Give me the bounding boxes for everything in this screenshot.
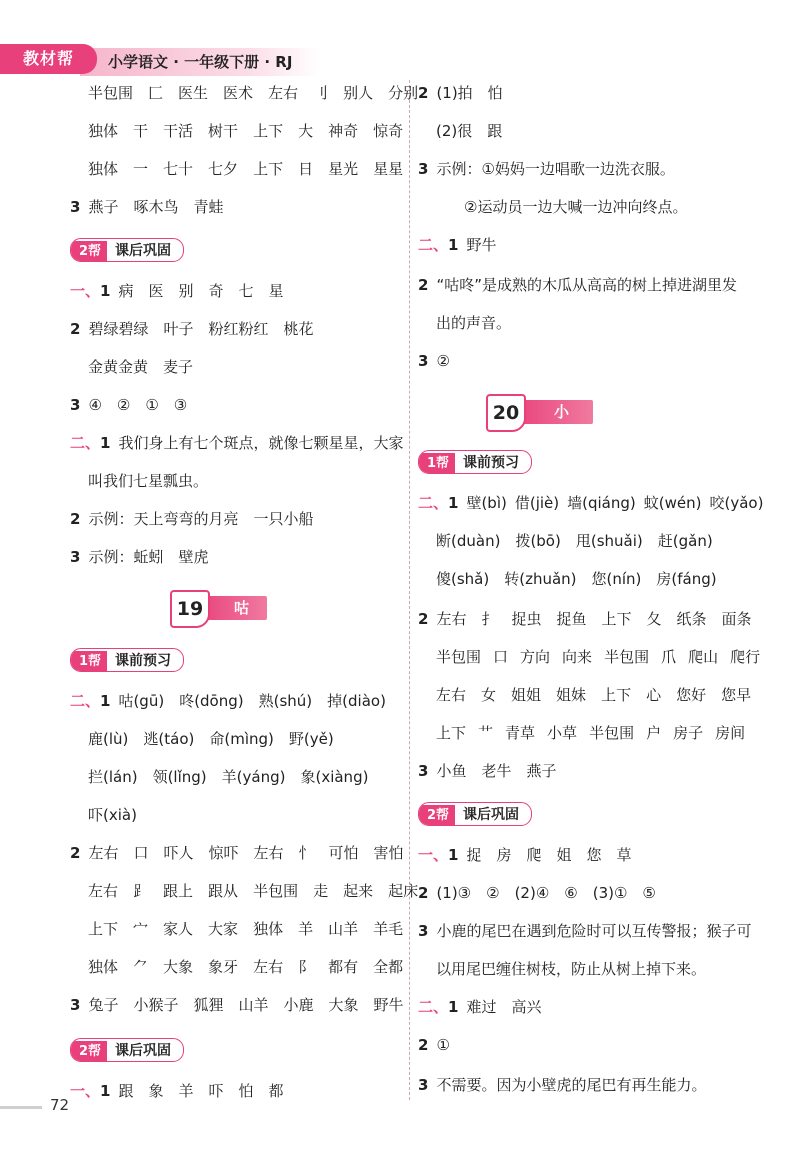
l19-q3: 3 兔子 小猴子 狐狸 山羊 小鹿 大象 野牛 (70, 996, 404, 1014)
header-tab: 教材帮 (0, 44, 97, 74)
column-divider (409, 80, 410, 1100)
section-1-q3: 3 ④ ② ① ③ (70, 396, 188, 414)
lesson-number: 19 (170, 590, 210, 628)
l19-pinyin-line-3: 拦(lán) 领(lǐng) 羊(yáng) 象(xiàng) (88, 768, 369, 786)
l19-q2-line-1: 2 左右 口 吓人 惊吓 左右 忄 可怕 害怕 (70, 844, 404, 862)
footer-line (0, 1106, 42, 1109)
l20-pinyin-line-1: 二、1 壁(bì) 借(jiè) 墙(qiáng) 蚊(wén) 咬(yǎo) (418, 494, 764, 512)
l20-q3b-line2: 以用尾巴缠住树枝，防止从树上掉下来。 (436, 960, 707, 978)
l19-pinyin-line-4: 吓(xià) (88, 806, 137, 824)
section-2-q3: 3 示例：蚯蚓 壁虎 (70, 548, 209, 566)
badge-after-class-3: 2帮 课后巩固 (418, 802, 532, 826)
l20-section-2-q2: 2 ① (418, 1036, 450, 1054)
l20-section-1: 一、1 捉 房 爬 姐 您 草 (418, 846, 632, 864)
l19-pinyin-line-2: 鹿(lù) 逃(táo) 命(mìng) 野(yě) (88, 730, 334, 748)
r-section-2-q3: 3 ② (418, 352, 450, 370)
l19-q2-line-2: 左右 ⻊ 跟上 跟从 半包围 走 起来 起床 (88, 882, 419, 900)
left-line-2: 独体 干 干活 树干 上下 大 神奇 惊奇 (88, 122, 404, 140)
l20-q3b: 3 小鹿的尾巴在遇到危险时可以互传警报；猴子可 (418, 922, 752, 940)
badge-preview-2: 1帮 课前预习 (418, 450, 532, 474)
section-1-q2-line2: 金黄金黄 麦子 (88, 358, 194, 376)
l19-pinyin-line-1: 二、1 咕(gū) 咚(dōng) 熟(shú) 掉(diào) (70, 692, 386, 710)
lesson-title: 咕咚 (194, 596, 267, 620)
l20-q2b: 2 (1)③ ② (2)④ ⑥ (3)① ⑤ (418, 884, 656, 902)
section-1-q2: 2 碧绿碧绿 叶子 粉红粉红 桃花 (70, 320, 314, 338)
answer-3: 3 燕子 啄木鸟 青蛙 (70, 198, 224, 216)
section-1-q1: 一、1 病 医 别 奇 七 星 (70, 282, 284, 300)
badge-after-class: 2帮 课后巩固 (70, 238, 184, 262)
l19-q2-line-3: 上下 宀 家人 大家 独体 羊 山羊 羊毛 (88, 920, 404, 938)
badge-preview: 1帮 课前预习 (70, 648, 184, 672)
l20-section-2-q1: 二、1 难过 高兴 (418, 998, 542, 1016)
left-line-3: 独体 一 七十 七夕 上下 日 星光 星星 (88, 160, 404, 178)
section-2-q2: 2 示例：天上弯弯的月亮 一只小船 (70, 510, 314, 528)
l19-section-1: 一、1 跟 象 羊 吓 怕 都 (70, 1082, 284, 1100)
r-q2: 2 (1)拍 怕 (418, 84, 503, 102)
r-q3-line2: ②运动员一边大喊一边冲向终点。 (464, 198, 688, 216)
header-title: 小学语文 · 一年级下册 · RJ (108, 53, 293, 71)
l20-q3: 3 小鱼 老牛 燕子 (418, 762, 557, 780)
r-q2-line2: (2)很 跟 (436, 122, 503, 140)
section-2-q1: 二、1 我们身上有七个斑点，就像七颗星星，大家 (70, 434, 404, 452)
l20-section-2-q3: 3 不需要。因为小壁虎的尾巴有再生能力。 (418, 1076, 707, 1094)
r-section-2-q2-line2: 出的声音。 (436, 314, 512, 332)
l20-q2-line-4: 上下 艹 青草 小草 半包围 户 房子 房间 (436, 724, 746, 742)
r-section-2-q1: 二、1 野牛 (418, 236, 497, 254)
l20-pinyin-line-3: 傻(shǎ) 转(zhuǎn) 您(nín) 房(fáng) (436, 570, 717, 588)
l20-q2-line-3: 左右 女 姐姐 姐妹 上下 心 您好 您早 (436, 686, 752, 704)
badge-after-class-2: 2帮 课后巩固 (70, 1038, 184, 1062)
section-2-q1-line2: 叫我们七星瓢虫。 (88, 472, 209, 490)
r-section-2-q2: 2 “咕咚”是成熟的木瓜从高高的树上掉进湖里发 (418, 276, 737, 294)
lesson-title: 小壁虎借尾巴 (510, 400, 593, 424)
lesson-number: 20 (486, 394, 526, 432)
r-q3: 3 示例：①妈妈一边唱歌一边洗衣服。 (418, 160, 675, 178)
l20-q2-line-1: 2 左右 扌 捉虫 捉鱼 上下 夂 纸条 面条 (418, 610, 752, 628)
left-line-1: 半包围 匚 医生 医术 左右 刂 别人 分别 (88, 84, 419, 102)
l20-q2-line-2: 半包围 口 方向 向来 半包围 爪 爬山 爬行 (436, 648, 761, 666)
page-number: 72 (50, 1096, 70, 1114)
l20-pinyin-line-2: 断(duàn) 拨(bō) 甩(shuǎi) 赶(gǎn) (436, 532, 713, 550)
l19-q2-line-4: 独体 ⺈ 大象 象牙 左右 阝 都有 全都 (88, 958, 404, 976)
